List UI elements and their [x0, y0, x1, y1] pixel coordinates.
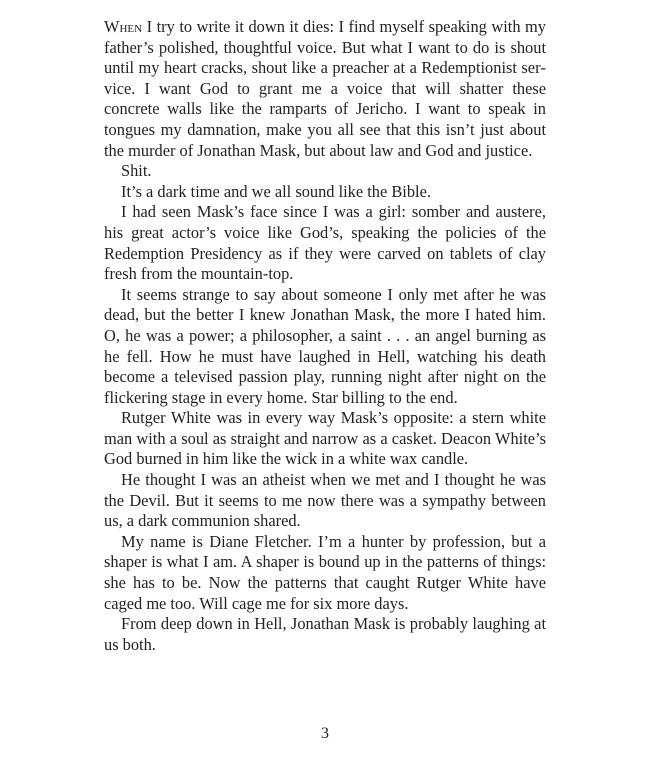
paragraph-6: Rutger White was in every way Mask’s opposite: a stern white man with a soul as straight and narrow as a casket. Deacon White’s God burned in him like the wick in a white wax candle.: [104, 408, 546, 469]
paragraph-5: It seems strange to say about someone I only met after he was dead, but the better I knew Jonathan Mask, the more I hated him. O, he was a power; a philosopher, a saint . . . an angel burning as he fell. How he must have laughed in Hell, watching his death become a televised passion play, running night after night on the flickering stage in every home. Star billing to the end.: [104, 284, 546, 407]
paragraph-1: [104, 17, 546, 161]
paragraph-4: I had seen Mask’s face since I was a girl: somber and austere, his great actor’s voice like God’s, speaking the policies of the Redemption Presidency as if they were carved on tablets of clay fresh from the mountain-top.: [104, 202, 546, 284]
paragraph-1-text: try to write it down it dies: I find myself speaking with my father’s polished, thoughtful voice. But what I want to do is shout until my heart cracks, shout like a preacher at a Redemptionist service. I want God to grant me a voice that will shatter these concrete walls like the ramparts of Jericho. I want to speak in tongues my damnation, make you all see that this isn’t just about the murder of Jonathan Mask, but about law and God and justice.: [104, 17, 546, 160]
paragraph-9: From deep down in Hell, Jonathan Mask is probably laughing at us both.: [104, 614, 546, 654]
paragraph-3: It’s a dark time and we all sound like the Bible.: [121, 181, 431, 201]
page-number: 3: [321, 725, 329, 742]
paragraph-7: He thought I was an atheist when we met and I thought he was the Devil. But it seems to me now there was a sympathy between us, a dark communion shared.: [104, 470, 546, 531]
paragraph-8: My name is Diane Fletcher. I’m a hunter by profession, but a shaper is what I am. A shaper is bound up in the patterns of things: she has to be. Now the patterns that caught Rutger White have caged me too. Will cage me for six more days.: [104, 531, 546, 613]
opening-small-caps: When I: [104, 17, 153, 36]
paragraph-2: Shit.: [121, 161, 152, 181]
body-text: [104, 17, 546, 655]
